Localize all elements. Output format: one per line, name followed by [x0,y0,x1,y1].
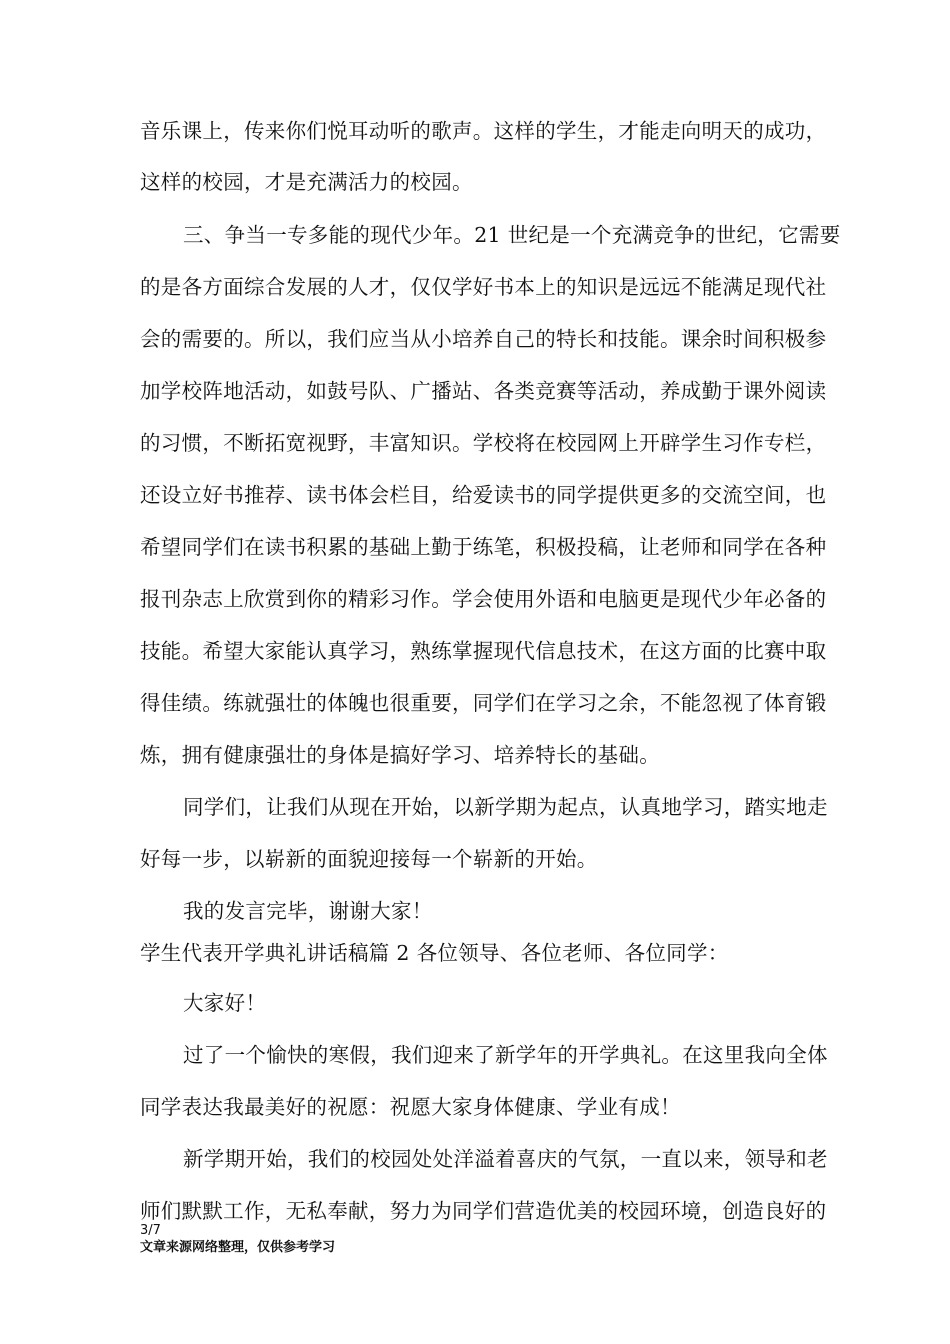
text-line: 得佳绩。练就强壮的体魄也很重要，同学们在学习之余，不能忽视了体育锻 [140,691,827,715]
section-title: 学生代表开学典礼讲话稿篇 2 各位领导、各位老师、各位同学： [140,941,729,965]
text-line: 音乐课上，传来你们悦耳动听的歌声。这样的学生，才能走向明天的成功， [140,119,827,143]
text-line: 加学校阵地活动，如鼓号队、广播站、各类竞赛等活动，养成勤于课外阅读 [140,379,827,403]
page-footer [140,1222,335,1256]
text-line: 的习惯，不断拓宽视野，丰富知识。学校将在校园网上开辟学生习作专栏， [140,431,827,455]
text-line: 这样的校园，才是充满活力的校园。 [140,170,473,194]
paragraph-three-heading: 三、争当一专多能的现代少年。21 世纪是一个充满竞争的世纪，它需要 [183,223,841,247]
text-line: 还设立好书推荐、读书体会栏目，给爱读书的同学提供更多的交流空间，也 [140,483,827,507]
text-line: 希望同学们在读书积累的基础上勤于练笔，积极投稿，让老师和同学在各种 [140,535,827,559]
text-line: 新学期开始，我们的校园处处洋溢着喜庆的气氛，一直以来，领导和老 [183,1147,828,1171]
text-line: 的是各方面综合发展的人才，仅仅学好书本上的知识是远远不能满足现代社 [140,275,827,299]
source-note: 文章来源网络整理，仅供参考学习 [140,1240,336,1255]
text-line: 技能。希望大家能认真学习，熟练掌握现代信息技术，在这方面的比赛中取 [140,639,827,663]
text-line: 报刊杂志上欣赏到你的精彩习作。学会使用外语和电脑更是现代少年必备的 [140,587,827,611]
text-line: 好每一步，以崭新的面貌迎接每一个崭新的开始。 [140,847,598,871]
greeting-line: 大家好！ [183,991,267,1015]
closing-line: 我的发言完毕，谢谢大家！ [183,899,433,923]
text-line: 过了一个愉快的寒假，我们迎来了新学年的开学典礼。在这里我向全体 [183,1043,828,1067]
text-line: 同学们，让我们从现在开始，以新学期为起点，认真地学习，踏实地走 [183,795,828,819]
text-line: 师们默默工作，无私奉献，努力为同学们营造优美的校园环境，创造良好的 [140,1199,827,1223]
text-line: 炼，拥有健康强壮的身体是搞好学习、培养特长的基础。 [140,743,660,767]
text-line: 同学表达我最美好的祝愿：祝愿大家身体健康、学业有成！ [140,1095,681,1119]
page-number: 3/7 [140,1223,161,1238]
text-line: 会的需要的。所以，我们应当从小培养自己的特长和技能。课余时间积极参 [140,327,827,351]
